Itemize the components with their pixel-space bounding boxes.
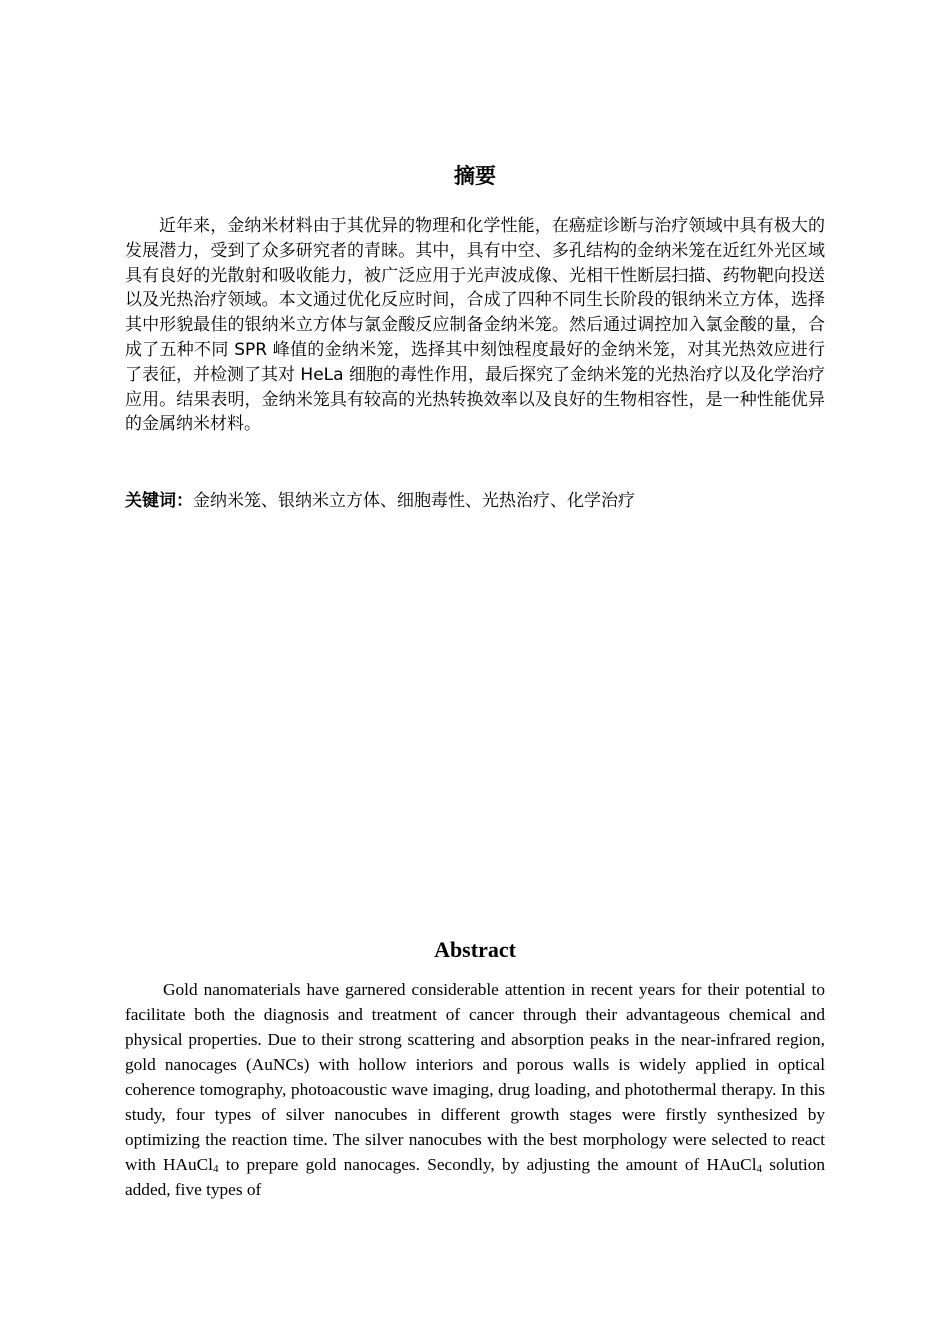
keywords-label: 关键词： bbox=[125, 491, 193, 511]
subscript-four: 4 bbox=[756, 1163, 762, 1175]
keywords-list: 金纳米笼、银纳米立方体、细胞毒性、光热治疗、化学治疗 bbox=[193, 491, 635, 511]
english-abstract-body bbox=[125, 977, 825, 1202]
chinese-keywords bbox=[125, 489, 825, 513]
subscript-four: 4 bbox=[212, 1163, 219, 1175]
chinese-abstract-body: 近年来，金纳米材料由于其优异的物理和化学性能，在癌症诊断与治疗领域中具有极大的发展潜力，受到了众多研究者的青睐。其中，具有中空、多孔结构的金纳米笼在近红外光区域具有良好的光散射和吸收能力，被广泛应用于光声波成像、光相干性断层扫描、药物靶向投送以及光热治疗领域。本文通过优化反应时间，合成了四种不同生长阶段的银纳米立方体，选择其中形貌最佳的银纳米立方体与氯金酸反应制备金纳米笼。然后通过调控加入氯金酸的量，合成了五种不同 SPR 峰值的金纳米笼，选择其中刻蚀程度最好的金纳米笼，对其光热效应进行了表征，并检测了其对 HeLa 细胞的毒性作用，最后探究了金纳米笼的光热治疗以及化学治疗应用。结果表明，金纳米笼具有较高的光热转换效率以及良好的生物相容性，是一种性能优异的金属纳米材料。 bbox=[125, 216, 825, 435]
english-abstract-text-3: solution added, five types of bbox=[125, 1155, 825, 1199]
english-abstract-title: Abstract bbox=[434, 937, 516, 962]
chinese-abstract-title: 摘要 bbox=[454, 164, 496, 188]
english-abstract-text-2: to prepare gold nanocages. Secondly, by adjusting the amount of HAuCl bbox=[218, 1155, 757, 1174]
english-abstract-text-1: Gold nanomaterials have garnered considerable attention in recent years for their potential to facilitate both the diagnosis and treatment of cancer through their advantageous chemical and physical properties. Due to their strong scattering and absorption peaks in the near-infrared region, gold nanocages (AuNCs) with hollow interiors and porous walls is widely applied in optical coherence tomography, photoacoustic wave imaging, drug loading, and photothermal therapy. In this study, four types of silver nanocubes in different growth stages were firstly synthesized by optimizing the reaction time. The silver nanocubes with the best morphology were selected to react with HAuCl bbox=[125, 980, 825, 1174]
